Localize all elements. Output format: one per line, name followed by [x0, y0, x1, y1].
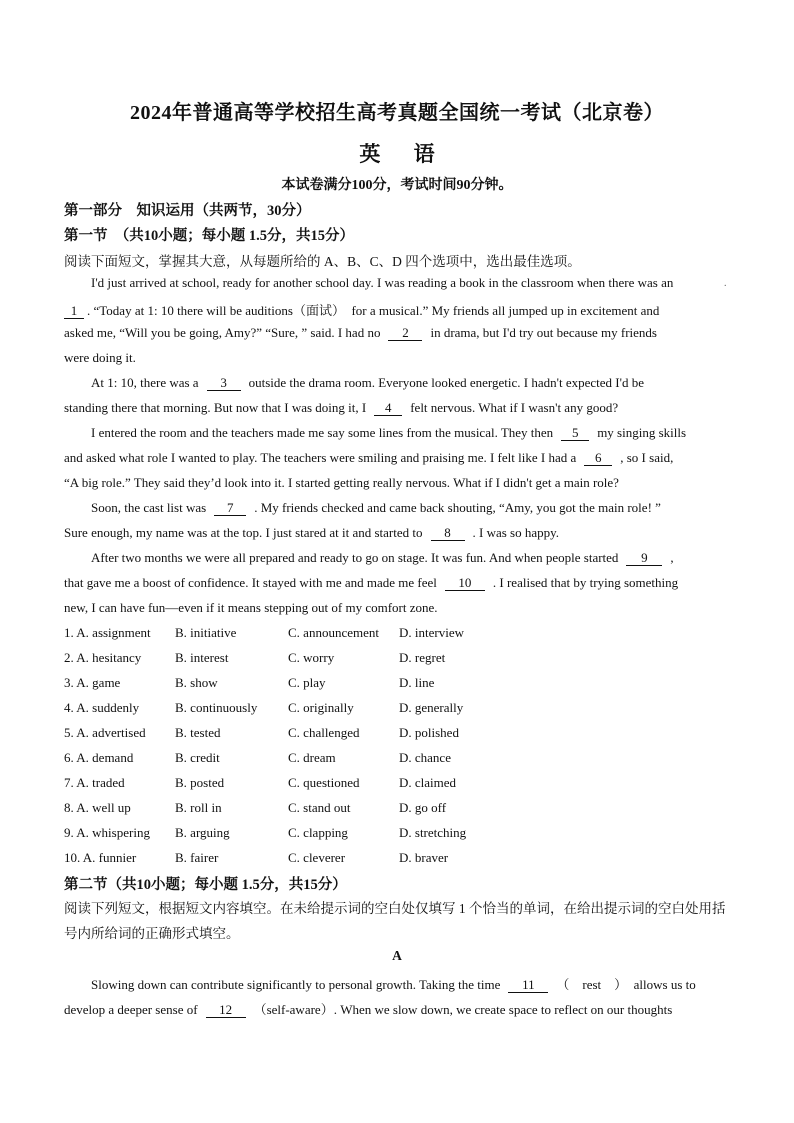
- passage-line: standing there that morning. But now that I was doing it, I 4 felt nervous. What if I wasn't any good?: [64, 400, 619, 415]
- passage-line: Sure enough, my name was at the top. I just stared at it and started to 8 . I was so happy.: [64, 525, 560, 540]
- subsection-a-label: A: [392, 948, 402, 963]
- option-b: B. credit: [175, 750, 220, 765]
- option-row: [64, 625, 744, 645]
- option-row: [64, 750, 744, 770]
- option-d: D. line: [399, 675, 435, 690]
- option-a: 3. A. game: [64, 675, 121, 690]
- option-c: C. announcement: [288, 625, 379, 640]
- blank-2: 2: [388, 326, 422, 341]
- passage-line: I'd just arrived at school, ready for another school day. I was reading a book in the classroom when there was an: [91, 275, 674, 290]
- option-b: B. tested: [175, 725, 221, 740]
- option-c: C. challenged: [288, 725, 360, 740]
- option-b: B. fairer: [175, 850, 219, 865]
- passage-line: Soon, the cast list was 7 . My friends checked and came back shouting, “Amy, you got the main role! ”: [91, 500, 661, 515]
- passage-line: I entered the room and the teachers made me say some lines from the musical. They then 5 my singing skills: [91, 425, 687, 440]
- option-b: B. posted: [175, 775, 225, 790]
- option-row: [64, 650, 744, 670]
- exam-title: 2024年普通高等学校招生高考真题全国统一考试（北京卷）: [130, 102, 664, 124]
- blank-7: 7: [214, 501, 246, 516]
- option-c: C. play: [288, 675, 326, 690]
- option-b: B. initiative: [175, 625, 237, 640]
- part1-heading: 第一部分 知识运用（共两节，30分）: [64, 203, 311, 219]
- option-d: D. chance: [399, 750, 451, 765]
- option-row: [64, 675, 744, 695]
- margin-mark: .: [724, 278, 727, 289]
- passage-line: asked me, “Will you be going, Amy?” “Sure, ” said. I had no 2 in drama, but I'd try out because my friends: [64, 325, 657, 340]
- blank-10: 10: [445, 576, 485, 591]
- option-a: 4. A. suddenly: [64, 700, 140, 715]
- blank-5: 5: [561, 426, 589, 441]
- option-b: B. roll in: [175, 800, 222, 815]
- option-d: D. generally: [399, 700, 464, 715]
- blank-6: 6: [584, 451, 612, 466]
- blank-9: 9: [626, 551, 662, 566]
- option-b: B. interest: [175, 650, 229, 665]
- blank-8: 8: [431, 526, 465, 541]
- option-row: [64, 800, 744, 820]
- option-c: C. dream: [288, 750, 336, 765]
- option-b: B. arguing: [175, 825, 230, 840]
- option-d: D. regret: [399, 650, 446, 665]
- option-a: 7. A. traded: [64, 775, 125, 790]
- exam-info: 本试卷满分100分，考试时间90分钟。: [281, 178, 513, 193]
- passage-line: new, I can have fun—even if it means stepping out of my comfort zone.: [64, 600, 438, 615]
- passage-line: that gave me a boost of confidence. It stayed with me and made me feel 10 . I realised that by trying something: [64, 575, 679, 590]
- blank-11: 11: [508, 978, 548, 993]
- option-a: 5. A. advertised: [64, 725, 146, 740]
- option-a: 10. A. funnier: [64, 850, 137, 865]
- option-c: C. questioned: [288, 775, 360, 790]
- option-d: D. go off: [399, 800, 447, 815]
- option-row: [64, 850, 744, 870]
- option-d: D. interview: [399, 625, 464, 640]
- option-a: 2. A. hesitancy: [64, 650, 142, 665]
- option-b: B. continuously: [175, 700, 258, 715]
- section1-heading: 第一节 （共10小题；每小题 1.5分，共15分）: [64, 228, 354, 244]
- section1-instruction: 阅读下面短文，掌握其大意，从每题所给的 A、B、C、D 四个选项中，选出最佳选项。: [64, 254, 581, 269]
- blank-3: 3: [207, 376, 241, 391]
- blank-4: 4: [374, 401, 402, 416]
- passage-line: At 1: 10, there was a 3 outside the drama room. Everyone looked energetic. I hadn't expected I'd be: [91, 375, 644, 390]
- section2-instruction: 阅读下列短文，根据短文内容填空。在未给提示词的空白处仅填写 1 个恰当的单词，在给出提示词的空白处用括号内所给词的正确形式填空。: [64, 901, 726, 941]
- option-row: [64, 775, 744, 795]
- option-d: D. stretching: [399, 825, 467, 840]
- option-row: [64, 725, 744, 745]
- passage-line: 1 . “Today at 1: 10 there will be auditions（面试） for a musical.” My friends all jumped up in excitement and: [64, 300, 730, 320]
- passage-line: were doing it.: [64, 350, 136, 365]
- option-row: [64, 700, 744, 720]
- option-a: 6. A. demand: [64, 750, 134, 765]
- option-c: C. clapping: [288, 825, 348, 840]
- option-c: C. stand out: [288, 800, 351, 815]
- option-c: C. worry: [288, 650, 335, 665]
- option-d: D. braver: [399, 850, 449, 865]
- passage-line: develop a deeper sense of 12 （self-aware）. When we slow down, we create space to reflect on our thoughts: [64, 1002, 673, 1017]
- option-d: D. polished: [399, 725, 459, 740]
- option-a: 1. A. assignment: [64, 625, 151, 640]
- passage-line: Slowing down can contribute significantly to personal growth. Taking the time 11 （ rest ） allows us to: [91, 977, 696, 992]
- blank-12: 12: [206, 1003, 246, 1018]
- passage-line: “A big role.” They said they’d look into it. I started getting really nervous. What if I didn't get a main role?: [64, 475, 619, 490]
- option-d: D. claimed: [399, 775, 457, 790]
- option-a: 9. A. whispering: [64, 825, 150, 840]
- section2-heading: 第二节（共10小题；每小题 1.5分，共15分）: [64, 877, 347, 893]
- option-c: C. originally: [288, 700, 354, 715]
- blank-1: 1: [64, 304, 84, 319]
- subject-title: 英 语: [359, 142, 449, 166]
- option-row: [64, 825, 744, 845]
- option-c: C. cleverer: [288, 850, 346, 865]
- passage-line: and asked what role I wanted to play. The teachers were smiling and praising me. I felt like I had a 6 , so I said,: [64, 450, 674, 465]
- option-b: B. show: [175, 675, 218, 690]
- passage-line: After two months we were all prepared and ready to go on stage. It was fun. And when people started 9 ,: [91, 550, 674, 565]
- option-a: 8. A. well up: [64, 800, 131, 815]
